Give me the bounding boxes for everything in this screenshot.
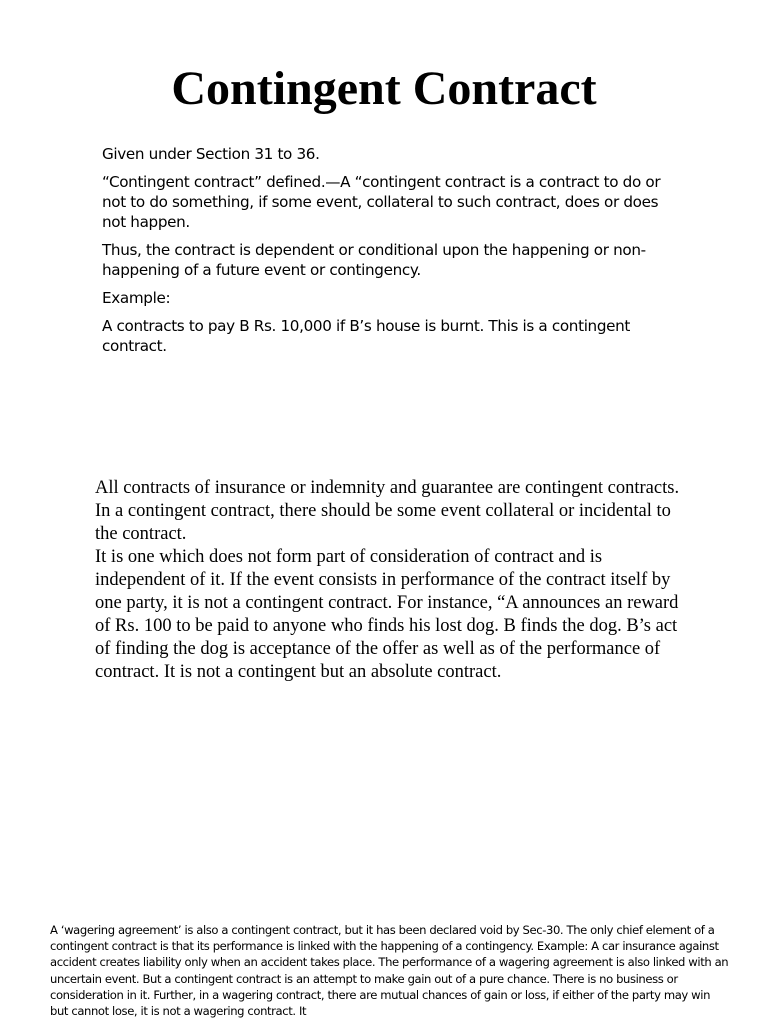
example-heading: Example: [102, 289, 171, 307]
insurance-paragraph: All contracts of insurance or indemnity and guarantee are contingent contracts. [95, 478, 680, 498]
example-paragraph: A contracts to pay B Rs. 10,000 if B’s house is burnt. This is a contingent contract. [102, 317, 630, 355]
explanation-paragraph: Thus, the contract is dependent or conditional upon the happening or non-happening of a future event or contingency. [102, 241, 646, 279]
section-reference: Given under Section 31 to 36. [102, 145, 320, 163]
definition-paragraph: “Contingent contract” defined.—A “contingent contract is a contract to do or not to do something, if some event, collateral to such contract, does or does not happen. [102, 173, 661, 231]
details-section [95, 477, 695, 684]
wagering-agreement-paragraph: A ‘wagering agreement’ is also a contingent contract, but it has been declared void by Sec-30. The only chief element of a contingent contract is that its performance is linked with the happening of a contingency. Example: A car insurance against accident creates liability only when an accident takes place. The performance of a wagering agreement is also linked with an uncertain event. But a contingent contract is an attempt to make gain out of a pure chance. There is no business or consideration in it. Further, in a wagering contract, there are mutual chances of gain or loss, if either of the party may win but cannot lose, it is not a wagering contract. It [50, 923, 729, 1019]
consideration-paragraph: It is one which does not form part of consideration of contract and is independent of it. If the event consists in performance of the contract itself by one party, it is not a contingent contract. For instance, “A announces an reward of Rs. 100 to be paid to anyone who finds his lost dog. B finds the dog. B’s act of finding the dog is acceptance of the offer as well as of the performance of contract. It is not a contingent but an absolute contract. [95, 547, 679, 682]
definition-section [102, 144, 682, 364]
collateral-event-paragraph: In a contingent contract, there should be some event collateral or incidental to the contract. [95, 501, 671, 544]
page-title: Contingent Contract [171, 62, 597, 115]
